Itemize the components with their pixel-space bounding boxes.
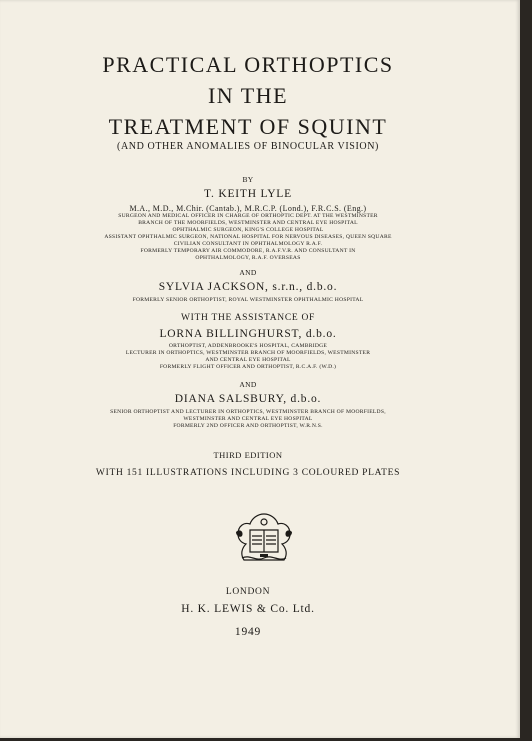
assistance-label: WITH THE ASSISTANCE OF xyxy=(180,313,315,323)
title-line-3: TREATMENT OF SQUINT xyxy=(108,114,388,139)
author-1-affiliation-7: OPHTHALMOLOGY, R.A.F. OVERSEAS xyxy=(195,255,301,261)
author-1-affiliation-3: OPHTHALMIC SURGEON, KING'S COLLEGE HOSPITAL xyxy=(172,227,324,233)
author-4-affiliation-2: WESTMINSTER AND CENTRAL EYE HOSPITAL xyxy=(183,416,313,422)
publisher-device-emblem xyxy=(232,510,296,566)
by-label: BY xyxy=(242,175,254,184)
author-4-affiliation-3: FORMERLY 2ND OFFICER AND ORTHOPTIST, W.R.N.S. xyxy=(173,423,323,429)
author-1-name: T. KEITH LYLE xyxy=(204,188,292,200)
author-1-affiliation-1: SURGEON AND MEDICAL OFFICER IN CHARGE OF ORTHOPTIC DEPT. AT THE WESTMINSTER xyxy=(118,213,378,219)
author-2-affiliation-1: FORMERLY SENIOR ORTHOPTIST, ROYAL WESTMINSTER OPHTHALMIC HOSPITAL xyxy=(132,297,364,303)
author-1-affiliation-4: ASSISTANT OPHTHALMIC SURGEON, NATIONAL HOSPITAL FOR NERVOUS DISEASES, QUEEN SQUARE xyxy=(104,234,392,240)
publisher-name: H. K. LEWIS & Co. Ltd. xyxy=(181,603,315,615)
illustrations-note: WITH 151 ILLUSTRATIONS INCLUDING 3 COLOURED PLATES xyxy=(95,468,401,478)
title-line-1: PRACTICAL ORTHOPTICS xyxy=(102,52,394,77)
and-label-2: AND xyxy=(239,380,257,389)
publication-year: 1949 xyxy=(234,626,262,638)
author-1-affiliation-6: FORMERLY TEMPORARY AIR COMMODORE, R.A.F.V.R. AND CONSULTANT IN xyxy=(140,248,356,254)
author-3-affiliation-1: ORTHOPTIST, ADDENBROOKE'S HOSPITAL, CAMBRIDGE xyxy=(168,343,328,349)
author-1-affiliation-5: CIVILIAN CONSULTANT IN OPHTHALMOLOGY R.A.F. xyxy=(173,241,323,247)
author-3-affiliation-2: LECTURER IN ORTHOPTICS, WESTMINSTER BRANCH OF MOORFIELDS, WESTMINSTER xyxy=(125,350,371,356)
edition: THIRD EDITION xyxy=(213,450,283,460)
title-line-2: IN THE xyxy=(207,83,289,108)
and-label-1: AND xyxy=(239,268,257,277)
author-3-affiliation-3: AND CENTRAL EYE HOSPITAL xyxy=(205,357,291,363)
author-2-name: SYLVIA JACKSON, s.r.n., d.b.o. xyxy=(158,281,338,293)
subtitle: (AND OTHER ANOMALIES OF BINOCULAR VISION) xyxy=(117,141,379,152)
author-1-affiliation-2: BRANCH OF THE MOORFIELDS, WESTMINSTER AND CENTRAL EYE HOSPITAL xyxy=(138,220,358,226)
author-4-affiliation-1: SENIOR ORTHOPTIST AND LECTURER IN ORTHOPTICS, WESTMINSTER BRANCH OF MOORFIELDS, xyxy=(110,409,386,415)
author-3-name: LORNA BILLINGHURST, d.b.o. xyxy=(159,328,337,340)
author-4-name: DIANA SALSBURY, d.b.o. xyxy=(174,393,322,405)
publisher-city: LONDON xyxy=(225,587,271,597)
author-1-degrees: M.A., M.D., M.Chir. (Cantab.), M.R.C.P. (Lond.), F.R.C.S. (Eng.) xyxy=(129,204,367,213)
author-3-affiliation-4: FORMERLY FLIGHT OFFICER AND ORTHOPTIST, R.C.A.F. (W.D.) xyxy=(159,364,337,370)
